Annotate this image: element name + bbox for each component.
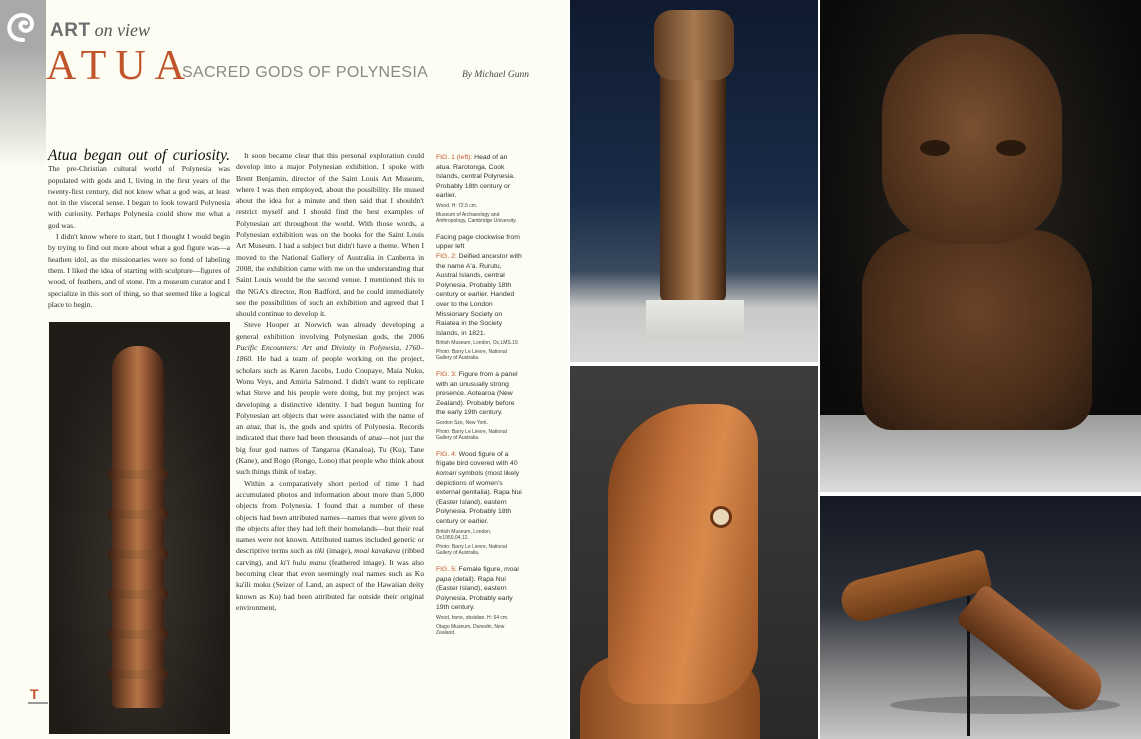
photo-fig5-moai-papa <box>570 366 818 739</box>
caption-fig3-credit: Gordon Sze, New York. <box>436 420 488 427</box>
page-mark: T <box>30 686 39 702</box>
carved-eye <box>996 140 1026 156</box>
left-page <box>0 0 568 739</box>
carving-notch <box>108 510 168 519</box>
caption-fig2: FIG. 2: Deified ancestor with the name A'a. Rurutu, Austral Islands, central Polynesia. Probably 18th century or earlier. Handed over to the London Missionary Society on Raiatea in the Society Islands, in 1821. <box>436 252 522 337</box>
paragraph: Atua began out of curiosity. The pre-Christian cultural world of Polynesia was populated with gods and I, living in the first years of the twenty-first century, did not know what a god was, at least not in the visceral sense. I began to look toward Polynesia with curiosity. Perhaps Polynesia could show me what a god was. <box>48 147 230 230</box>
caption-fig3: FIG. 3: Figure from a panel with an unusually strong presence. Aotearoa (New Zealand). Probably before the early 19th century. <box>436 371 518 417</box>
photo-fig3-panel-figure <box>820 0 1141 492</box>
kicker-on-view: on view <box>94 20 151 40</box>
carving-notch <box>108 550 168 559</box>
captions-column <box>436 153 522 637</box>
caption-facing-heading: Facing page clockwise from upper left <box>436 233 520 251</box>
carving-notch <box>108 470 168 479</box>
caption-fig1-credit: Wood. H: 72.5 cm. <box>436 202 478 209</box>
text-column-1 <box>48 147 230 310</box>
caption-fig4-credit: British Museum, London, Oc1950,04.12. <box>436 528 492 542</box>
paragraph: It soon became clear that this personal exploration could develop into a major Polynesian exhibition. I spoke with Brent Benjamin, director of the Saint Louis Art Museum, where I was then employed, about the possibility. He mused about the idea for a minute and then said that I shouldn't restrict myself and I should find the best examples of Polynesian art throughout the world. With those words, a Polynesian exhibition was on the books for the Saint Louis Art Museum. I had a subject but didn't have a theme. When I moved to the National Gallery of Australia in Canberra in 2008, the exhibition came with me on the understanding that Saint Louis would be the second venue. I mentioned this to the NGA's director, Ron Radford, and he could immediately see the possibilities of such an exhibition and agreed that I should continue to develop it. <box>236 151 424 319</box>
figure-head-profile <box>608 404 758 704</box>
caption-fig4: FIG. 4: Wood figure of a frigate bird covered with 40 komari symbols (most likely depictions of women's external genitalia). Rapa Nui (Easter Island), eastern Polynesia. Probably 18th century or earlier. <box>436 450 522 525</box>
right-page <box>568 0 1141 739</box>
paragraph: I didn't know where to start, but I thought I would begin by trying to find out more about what a god figure was—a heathen idol, as the missionaries were so fond of labeling them. I liked the idea of starting with sculpture—figures of wood, of feathers, and of stone. I'm a museum curator and I specialize in this sort of thing, so that seemed like a logical place to begin. <box>48 232 230 309</box>
section-kicker <box>50 20 150 42</box>
caption-fig1-credit: Museum of Archaeology and Anthropology, Cambridge University. <box>436 211 517 225</box>
photo-fig2-deified-ancestor <box>570 0 818 362</box>
swirl-logo-icon <box>0 0 46 48</box>
carved-pole-figure <box>112 346 164 708</box>
carving-notch <box>108 670 168 679</box>
display-plinth <box>646 300 744 340</box>
paragraph: Within a comparatively short period of time I had accumulated photos and information about more than 5,000 objects from Polynesia. I found that a number of these objects had been attributed names—names that were given to the objects after they had left their homelands—but their real names were not known. Attributed names included generic or descriptive terms such as tiki (image), moai kavakava (ribbed carving), and ki'i hulu manu (feathered image). It was also becoming clear that even seemingly real names such as Ku ka'ili moku (Seizer of Land, an aspect of the Hawaiian deity known as Ku) had been attributed far outside their original environment, <box>236 478 425 612</box>
carved-eye <box>920 140 950 156</box>
carving-notch <box>108 590 168 599</box>
byline: By Michael Gunn <box>462 70 530 80</box>
kicker-art: ART <box>50 20 91 41</box>
caption-fig2-credit: British Museum, London, Oc,LMS.19. <box>436 340 520 347</box>
caption-fig5-credit: Wood, bone, obsidian. H: 64 cm. <box>436 614 509 621</box>
caption-fig4-credit: Photo: Barry Le Lievre, National Gallery of Australia. <box>436 543 507 557</box>
corner-gradient <box>0 48 46 168</box>
caption-fig5-credit: Otago Museum, Dunedin, New Zealand. <box>436 623 505 637</box>
caption-fig3-credit: Photo: Barry Le Lievre, National Gallery of Australia. <box>436 428 507 442</box>
text-column-2 <box>236 150 424 613</box>
article-subtitle: SACRED GODS OF POLYNESIA <box>182 64 429 81</box>
caption-fig1: FIG. 1 (left): Head of an atua. Rarotonga, Cook Islands, central Polynesia. Probably 18th century or earlier. <box>436 154 515 200</box>
lead-in: Atua began out of curiosity. <box>48 147 230 164</box>
paragraph: Steve Hooper at Norwich was already developing a general exhibition involving Polynesian gods, the 2006 Pacific Encounters: Art and Divinity in Polynesia, 1760–1860. He had a team of people working on the project, scholars such as Karen Jacobs, Ludo Coupaye, Maia Nuku, Wonu Veys, and Amiria Salmond. I didn't want to replicate what Steve and his people were doing, but my project was developing a distinctive identity. I had begun hunting for Polynesian art objects that were associated with the name of an atua, that is, the gods and spirits of Polynesia. Records indicated that there had been thousands of atua—not just the big four god names of Tangaroa (Kanaloa), Tu (Ku), Tane (Kane), and Rogo (Rongo, Lono) that people who think about such things think of today. <box>236 320 425 477</box>
caption-fig5: FIG. 5: Female figure, moai papa (detail). Rapa Nui (Easter Island), eastern Polynesia. Probably early 19th century. <box>436 565 519 612</box>
carved-face <box>882 34 1062 244</box>
carving-notch <box>108 630 168 639</box>
photo-fig4-frigate-bird <box>820 496 1141 739</box>
caption-fig2-credit: Photo: Barry Le Lievre, National Gallery of Australia. <box>436 348 507 362</box>
article-title: ATUA <box>46 43 194 89</box>
inlaid-eye <box>710 506 732 528</box>
page-mark-bar <box>28 702 48 704</box>
figure-body <box>862 230 1092 430</box>
ancestor-head <box>654 10 734 80</box>
